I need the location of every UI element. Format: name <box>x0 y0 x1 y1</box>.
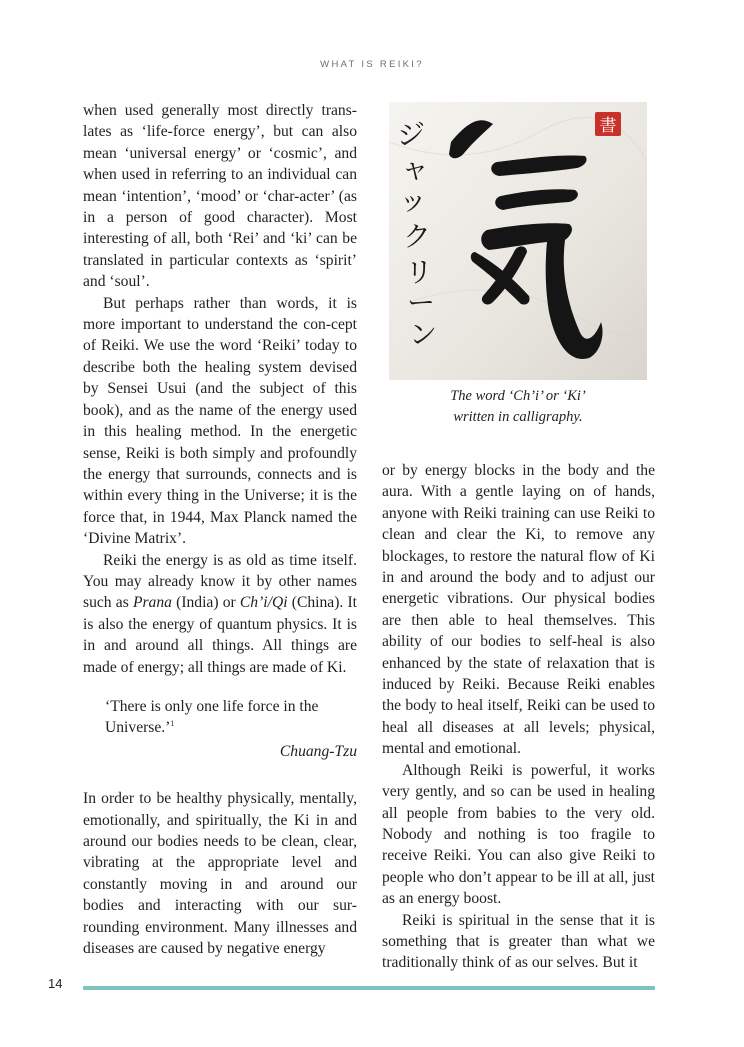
italic-term-chi: Ch’i/Qi <box>239 594 288 612</box>
paragraph: Although Reiki is powerful, it works very gently, and so can be used in healing all people from babies to the very old. Nobody and nothing is too fragile to receive Reiki. You can also give Reiki to people who don’t appear to be ill at all, just as an energy boost. <box>382 761 655 908</box>
quote-attribution: Chuang-Tzu <box>279 742 357 760</box>
block-quote <box>105 696 357 762</box>
paragraph: or by energy blocks in the body and the aura. With a gentle laying on of hands, anyone with Reiki training can use Reiki to clean and clear the Ki, to remove any blockages, to restore the natural flow of Ki in and around the body and to adjust our energetic vibrations. Our physical bodies are then able to heal themselves. This ability of our bodies to self-heal is also enhanced by the state of relaxation that is induced by Reiki. Because Reiki enables the body to heal itself, Reiki can be used to heal all diseases at all levels; physical, mental and emotional. <box>382 462 655 758</box>
katakana-column: ジ ャ ッ ク リ ー ン <box>397 118 438 351</box>
paragraph: Reiki is spiritual in the sense that it is something that is greater than what we traditionally think of as our selves. But it <box>382 911 655 972</box>
left-column <box>83 100 357 959</box>
page-number: 14 <box>48 976 63 991</box>
quote-text: ‘There is only one life force in the Universe.’ <box>105 697 319 737</box>
text-run: (India) or <box>171 594 240 612</box>
figure-caption <box>389 386 647 428</box>
paragraph: But perhaps rather than words, it is more important to understand the con-cept of Reiki. We use the word ‘Reiki’ today to describe both the healing system devised by Sensei Usui (and the subject of this book), and as the name of the energy used in this healing method. In the energetic sense, Reiki is both simply and profoundly the energy that surrounds, connects and is within every thing in the Universe; it is the force that, in 1944, Max Planck named the ‘Divine Matrix’. <box>83 294 357 548</box>
right-column <box>382 460 655 974</box>
svg-text:書: 書 <box>599 116 617 136</box>
paragraph: In order to be healthy physically, mentally, emotionally, and spiritually, the Ki in and around our bodies needs to be clean, clear, vibrating at the appropriate level and constantly moving in and around our bodies and interacting with our sur-rounding environment. Many illnesses and diseases are caused by negative energy <box>83 790 357 958</box>
text-run: (China). It is also the energy of quantum physics. It is in and around all things. All things are made of energy; all things are made of Ki. <box>83 594 357 676</box>
paragraph: when used generally most directly trans-lates as ‘life-force energy’, but can also mean ‘universal energy’ or ‘cosmic’, and when used in referring to an individual can mean ‘intention’, ‘mood’ or ‘char-acter’ (as in a person of good character). Most interesting of all, both ‘Rei’ and ‘ki’ can be translated in particular contexts as ‘spirit’ and ‘soul’. <box>83 102 357 291</box>
running-head: WHAT IS REIKI? <box>320 59 424 70</box>
caption-line: The word ‘Ch’i’ or ‘Ki’ <box>450 388 586 404</box>
footnote-marker: 1 <box>170 719 175 729</box>
paragraph <box>83 550 357 678</box>
calligraphy-photo <box>389 102 647 380</box>
text-run: Reiki the energy is as old as time itself. You may already know it by other names such as <box>83 551 357 612</box>
italic-term-prana: Prana <box>132 594 172 612</box>
footer-rule <box>83 986 655 990</box>
calligraphy-artwork <box>389 102 647 380</box>
caption-line: written in calligraphy. <box>453 409 583 425</box>
